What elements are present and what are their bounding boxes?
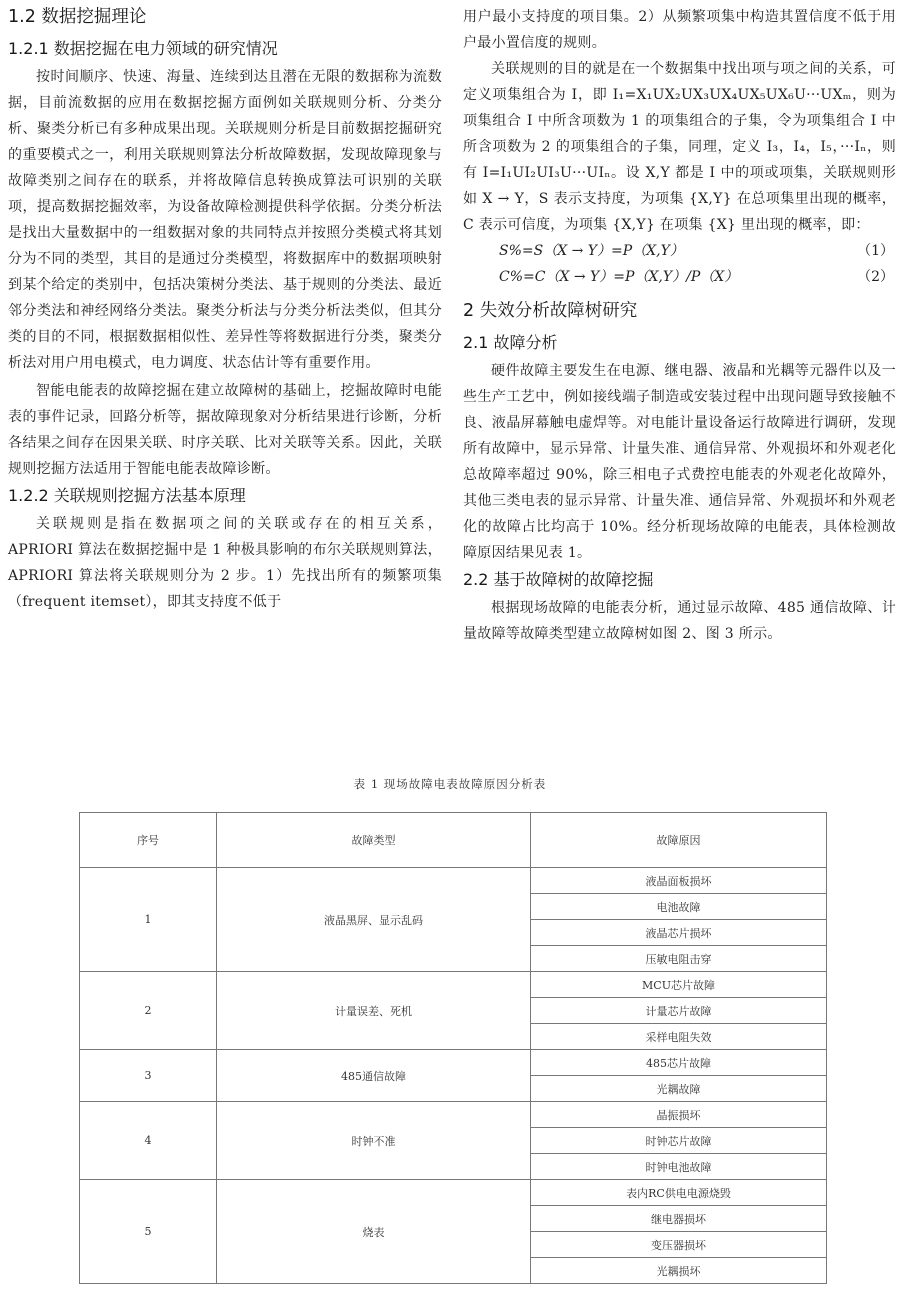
table-header-row	[80, 813, 827, 868]
formula-support	[463, 238, 896, 264]
row-fault-cause: 采样电阻失效	[531, 1024, 827, 1050]
paragraph-stream-data: 按时间顺序、快速、海量、连续到达且潜在无限的数据称为流数据，目前流数据的应用在数据挖掘方面例如关联规则分析、分类分析、聚类分析已有多种成果出现。关联规则分析是目前数据挖掘研究的重要模式之一，利用关联规则算法分析故障数据，发现故障现象与故障类别之间存在的联系，并将故障信息转换成算法可识别的关联项，提高数据挖掘效率，为设备故障检测提供科学依据。分类分析法是找出大量数据中的一组数据对象的共同特点并按照分类模式将其划分为不同的类型，其目的是通过分类模型，将数据库中的数据项映射到某个给定的类别中，包括决策树分类法、基于规则的分类法、最近邻分类法和神经网络分类法。聚类分析法与分类分析法类似，但其分类的目的不同，根据数据相似性、差异性等将数据进行分类，聚类分析法对用户用电模式，电力调度、状态估计等有重要作用。	[8, 69, 442, 371]
row-fault-cause: 时钟芯片故障	[531, 1128, 827, 1154]
subsection-heading-2-2: 2.2 基于故障树的故障挖掘	[463, 570, 654, 589]
paragraph-association-rules-continued: 用户最小支持度的项目集。2）从频繁项集中构造其置信度不低于用户最小置信度的规则。	[463, 9, 896, 51]
subsection-heading-1-2-1: 1.2.1 数据挖掘在电力领域的研究情况	[8, 39, 278, 58]
paragraph-fault-tree: 根据现场故障的电能表分析，通过显示故障、485 通信故障、计量故障等故障类型建立故障树如图 2、图 3 所示。	[463, 600, 896, 642]
row-fault-cause: 液晶面板损坏	[531, 868, 827, 894]
paragraph-association-rules: 关联规则是指在数据项之间的关联或存在的相互关系，APRIORI 算法在数据挖掘中是 1 种极具影响的布尔关联规则算法，APRIORI 算法将关联规则分为 2 步。1）先找出所有的频繁项集（frequent itemset），即其支持度不低于	[8, 516, 442, 610]
row-fault-cause: 电池故障	[531, 894, 827, 920]
row-fault-cause: 压敏电阻击穿	[531, 946, 827, 972]
section-heading-1-2: 1.2 数据挖掘理论	[8, 7, 147, 27]
row-fault-cause: 晶振损坏	[531, 1102, 827, 1128]
formula-support-number: （1）	[857, 243, 894, 259]
table-caption: 表 1 现场故障电表故障原因分析表	[353, 777, 547, 791]
right-column	[463, 4, 896, 647]
row-fault-type: 485通信故障	[217, 1050, 531, 1102]
row-fault-type: 计量误差、死机	[217, 972, 531, 1050]
row-index: 3	[80, 1050, 217, 1102]
row-index: 1	[80, 868, 217, 972]
formula-support-expression: S%=S（X → Y）=P（X,Y）	[499, 243, 684, 259]
section-heading-2: 2 失效分析故障树研究	[463, 301, 638, 321]
subsection-heading-2-1: 2.1 故障分析	[463, 333, 558, 352]
row-fault-cause: 时钟电池故障	[531, 1154, 827, 1180]
row-fault-cause: 液晶芯片损坏	[531, 920, 827, 946]
paragraph-fault-analysis: 硬件故障主要发生在电源、继电器、液晶和光耦等元器件以及一些生产工艺中，例如接线端子制造或安装过程中出现问题导致接触不良、液晶屏幕触电虚焊等。对电能计量设备运行故障进行调研，发现所有故障中，显示异常、计量失准、通信异常、外观损坏和外观老化总故障率超过 90%，除三相电子式费控电能表的外观老化故障外，其他三类电表的显示异常、计量失准、通信异常、外观损坏和外观老化的故障占比均高于 10%。经分析现场故障的电能表，具体检测故障原因结果见表 1。	[463, 363, 896, 561]
row-fault-cause: MCU芯片故障	[531, 972, 827, 998]
row-index: 2	[80, 972, 217, 1050]
row-fault-cause: 变压器损坏	[531, 1232, 827, 1258]
table-row	[80, 1050, 827, 1076]
header-index: 序号	[80, 813, 217, 868]
row-fault-type: 时钟不准	[217, 1102, 531, 1180]
header-fault-type: 故障类型	[217, 813, 531, 868]
row-fault-cause: 计量芯片故障	[531, 998, 827, 1024]
row-fault-type: 烧表	[217, 1180, 531, 1284]
table-row	[80, 972, 827, 998]
row-fault-cause: 光耦损坏	[531, 1258, 827, 1284]
table-row	[80, 1102, 827, 1128]
fault-cause-table	[79, 812, 827, 1284]
formula-confidence-expression: C%=C（X → Y）=P（X,Y）/P（X）	[499, 269, 739, 285]
formula-confidence-number: （2）	[857, 269, 894, 285]
left-column	[8, 4, 442, 615]
row-index: 5	[80, 1180, 217, 1284]
row-fault-cause: 继电器损坏	[531, 1206, 827, 1232]
subsection-heading-1-2-2: 1.2.2 关联规则挖掘方法基本原理	[8, 486, 246, 505]
table-row	[80, 1180, 827, 1206]
header-fault-cause: 故障原因	[531, 813, 827, 868]
row-fault-type: 液晶黑屏、显示乱码	[217, 868, 531, 972]
formula-confidence	[463, 264, 896, 290]
paragraph-fault-mining: 智能电能表的故障挖掘在建立故障树的基础上，挖掘故障时电能表的事件记录，回路分析等，据故障现象对分析结果进行诊断，分析各结果之间存在因果关联、时序关联、比对关联等关系。因此，关联规则挖掘方法适用于智能电能表故障诊断。	[8, 383, 442, 477]
row-index: 4	[80, 1102, 217, 1180]
row-fault-cause: 485芯片故障	[531, 1050, 827, 1076]
row-fault-cause: 表内RC供电电源烧毁	[531, 1180, 827, 1206]
paragraph-itemset-definition: 关联规则的目的就是在一个数据集中找出项与项之间的关系，可定义项集组合为 I，即 I₁=X₁UX₂UX₃UX₄UX₅UX₆U···UXₘ，则为项集组合 I 中所含项数为 1 的项集组合的子集，令为项集组合 I 中所含项数为 2 的项集组合的子集，同理，定义 I₃，I₄，I₅，···Iₙ，则有 I=I₁UI₂UI₃U···UIₙ。设 X,Y 都是 I 中的项或项集，关联规则形如 X → Y，S 表示支持度，为项集 {X,Y} 在总项集里出现的概率，C 表示可信度，为项集 {X,Y} 在项集 {X} 里出现的概率，即：	[463, 61, 896, 233]
table-row	[80, 868, 827, 894]
row-fault-cause: 光耦故障	[531, 1076, 827, 1102]
